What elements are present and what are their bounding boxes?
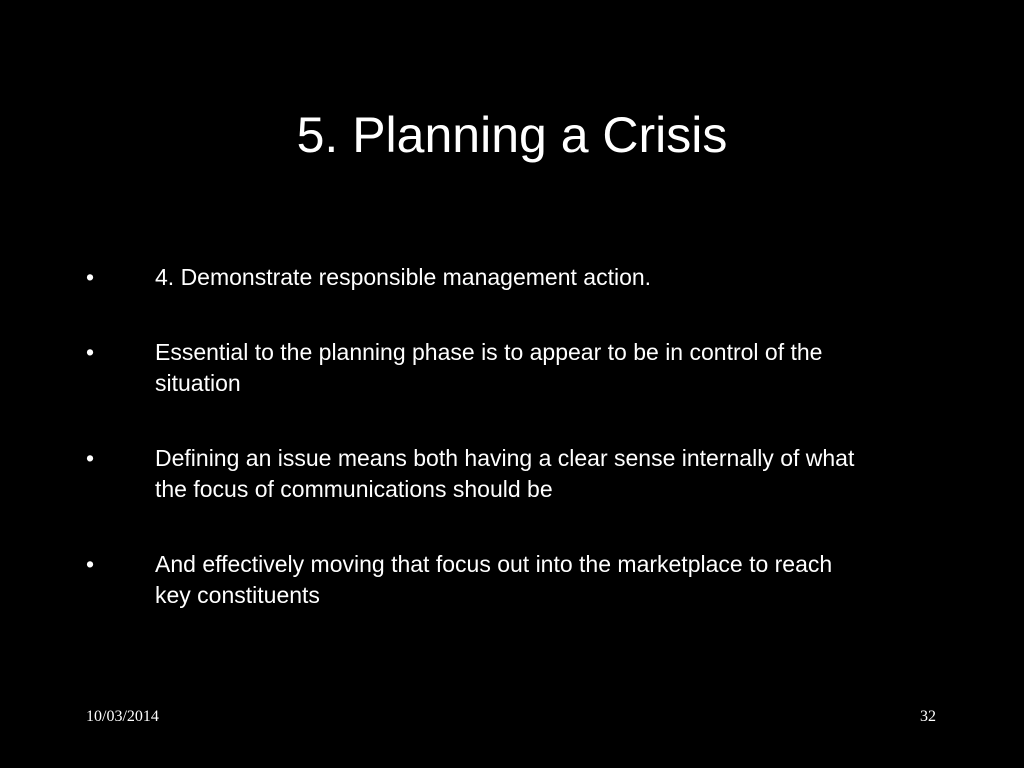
- bullet-icon: •: [86, 339, 95, 365]
- bullet-item: [0, 337, 855, 399]
- bullet-text: 4. Demonstrate responsible management action.: [155, 264, 652, 290]
- bullet-item: [0, 262, 855, 293]
- bullet-icon: •: [86, 551, 95, 577]
- bullet-item: [0, 549, 855, 611]
- slide-title: 5. Planning a Crisis: [296, 107, 728, 163]
- bullet-text: And effectively moving that focus out into the marketplace to reach key constituents: [155, 551, 833, 608]
- bullet-item: [0, 443, 855, 505]
- page-number: 32: [920, 708, 936, 725]
- bullet-icon: •: [86, 445, 95, 471]
- bullet-list: [0, 262, 1024, 611]
- footer-date: 10/03/2014: [86, 708, 159, 725]
- bullet-text: Defining an issue means both having a clear sense internally of what the focus of communications should be: [155, 445, 855, 502]
- bullet-text: Essential to the planning phase is to appear to be in control of the situation: [155, 339, 823, 396]
- bullet-icon: •: [86, 264, 95, 290]
